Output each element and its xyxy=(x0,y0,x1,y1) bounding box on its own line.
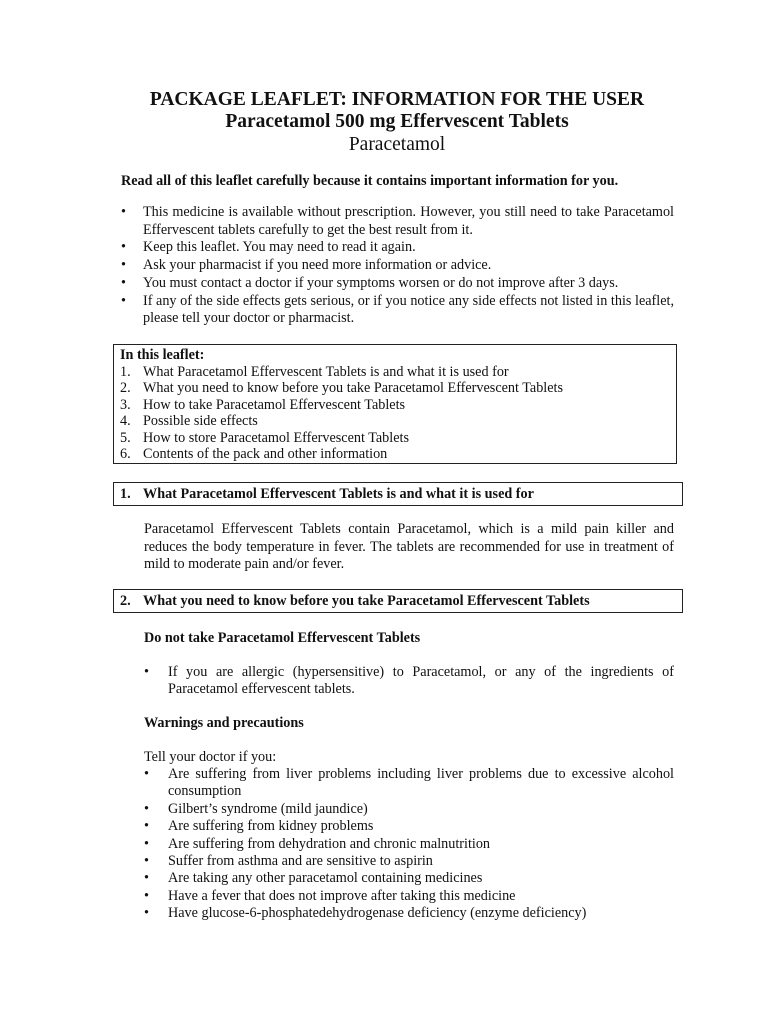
toc-item xyxy=(120,413,676,430)
toc-item-label: How to store Paracetamol Effervescent Tablets xyxy=(143,429,409,446)
list-item: • Have glucose-6-phosphatedehydrogenase deficiency (enzyme deficiency) xyxy=(144,905,674,922)
toc-item-number: 6. xyxy=(120,446,131,462)
leaflet-title: PACKAGE LEAFLET: INFORMATION FOR THE USER xyxy=(149,89,645,110)
list-item: • Are suffering from dehydration and chronic malnutrition xyxy=(144,836,674,853)
section-number: 1. xyxy=(120,486,131,502)
list-item: • Are taking any other paracetamol containing medicines xyxy=(144,870,674,887)
list-item: • You must contact a doctor if your symptoms worsen or do not improve after 3 days. xyxy=(121,275,674,293)
toc-item-number: 2. xyxy=(120,380,131,396)
do-not-take-list xyxy=(144,664,674,699)
do-not-take-heading: Do not take Paracetamol Effervescent Tablets xyxy=(144,630,421,646)
toc-item-label: How to take Paracetamol Effervescent Tablets xyxy=(143,396,406,413)
toc-item xyxy=(120,430,676,447)
warnings-heading: Warnings and precautions xyxy=(144,715,304,731)
list-item: • Suffer from asthma and are sensitive to aspirin xyxy=(144,853,674,870)
active-substance: Paracetamol xyxy=(348,134,446,155)
toc-item xyxy=(120,397,676,414)
list-item: • Keep this leaflet. You may need to read it again. xyxy=(121,239,674,257)
section-2-heading xyxy=(113,589,683,613)
toc-item-number: 4. xyxy=(120,413,131,429)
list-item: • Are suffering from kidney problems xyxy=(144,818,674,835)
toc-title: In this leaflet: xyxy=(120,347,205,363)
toc-item-label: Possible side effects xyxy=(143,413,258,429)
list-item: • Gilbert’s syndrome (mild jaundice) xyxy=(144,801,674,818)
warnings-list xyxy=(144,766,674,923)
toc-item-label: Contents of the pack and other information xyxy=(143,446,388,462)
warnings-intro: Tell your doctor if you: xyxy=(144,749,277,765)
toc-item-label: What Paracetamol Effervescent Tablets is and what it is used for xyxy=(143,363,509,380)
list-item: • This medicine is available without prescription. However, you still need to take Paracetamol Effervescent tablets carefully to get the best result from it. xyxy=(121,204,674,239)
toc-item xyxy=(120,364,676,381)
section-title: What you need to know before you take Paracetamol Effervescent Tablets xyxy=(143,593,590,609)
list-item: • If you are allergic (hypersensitive) to Paracetamol, or any of the ingredients of Paracetamol effervescent tablets. xyxy=(144,664,674,699)
section-1-heading xyxy=(113,482,683,506)
toc-item-number: 5. xyxy=(120,429,131,446)
toc-list xyxy=(120,364,676,463)
list-item: • Have a fever that does not improve after taking this medicine xyxy=(144,888,674,905)
intro-bullet-list xyxy=(121,204,674,328)
toc-item-number: 3. xyxy=(120,396,131,413)
table-of-contents-box xyxy=(113,344,677,464)
section-1-body: Paracetamol Effervescent Tablets contain Paracetamol, which is a mild pain killer and reduces the body temperature in fever. The tablets are recommended for use in treatment of mild to moderate pain and/or fever. xyxy=(144,521,674,573)
product-name: Paracetamol 500 mg Effervescent Tablets xyxy=(225,111,569,132)
section-number: 2. xyxy=(120,593,131,609)
toc-item xyxy=(120,380,676,397)
toc-item-number: 1. xyxy=(120,363,131,380)
list-item: • Are suffering from liver problems including liver problems due to excessive alcohol consumption xyxy=(144,766,674,801)
toc-item-label: What you need to know before you take Paracetamol Effervescent Tablets xyxy=(143,380,564,396)
list-item: • Ask your pharmacist if you need more information or advice. xyxy=(121,257,674,275)
section-title: What Paracetamol Effervescent Tablets is and what it is used for xyxy=(143,486,534,502)
toc-item xyxy=(120,446,676,463)
list-item: • If any of the side effects gets serious, or if you notice any side effects not listed in this leaflet, please tell your doctor or pharmacist. xyxy=(121,293,674,328)
read-all-notice: Read all of this leaflet carefully because it contains important information for you. xyxy=(121,173,619,189)
